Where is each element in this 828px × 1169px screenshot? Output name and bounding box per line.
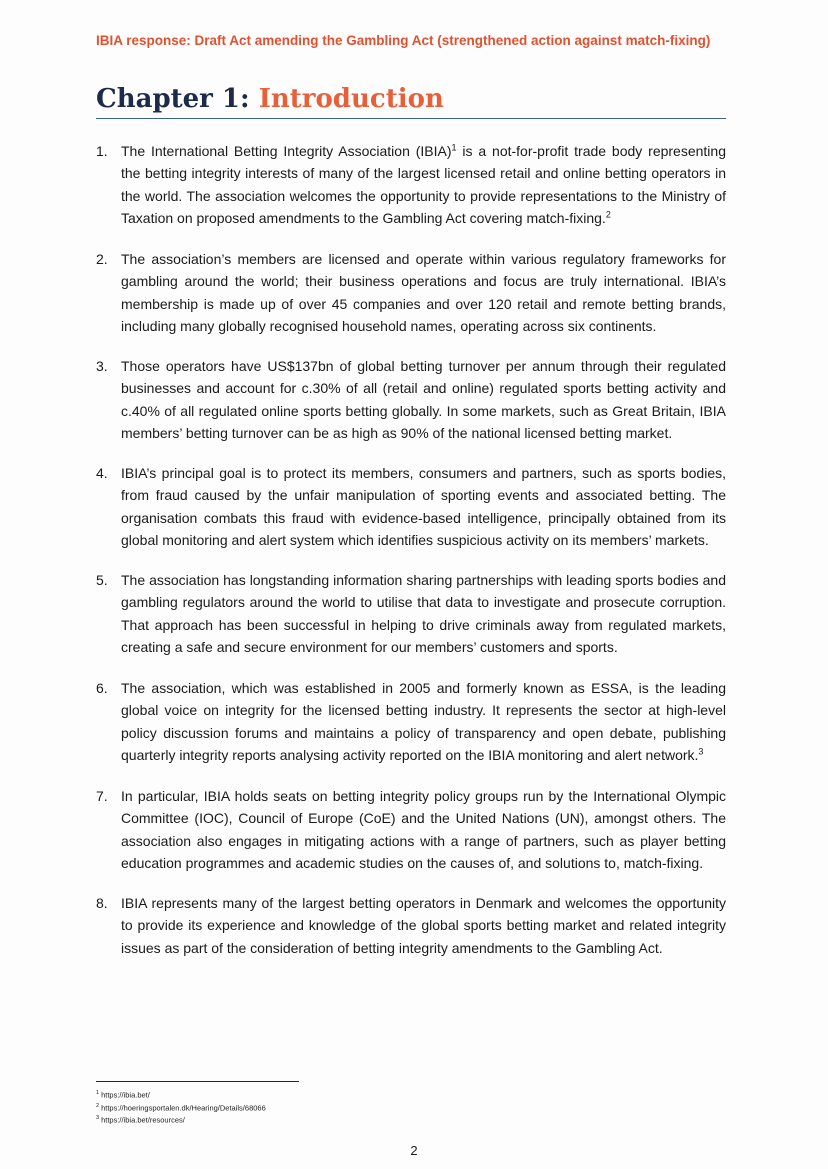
footnote-mark: 3 [96, 1115, 100, 1121]
footnote-ref: 1 [451, 142, 457, 153]
paragraph-text-part: The association, which was established in 2005 and formerly known as ESSA, is the leading global voice on integrity for the licensed betting industry. It represents the sector at high-level policy discussion forums and maintains a policy of transparency and open debate, publishing quarterly integrity reports analysing activity reported on the IBIA monitoring and alert network. [121, 680, 726, 763]
paragraph-text: IBIA’s principal goal is to protect its members, consumers and partners, such as sports bodies, from fraud caused by the unfair manipulation of sporting events and associated betting. The organisation combats this fraud with evidence-based intelligence, principally obtained from its global monitoring and alert system which identifies suspicious activity on its members’ markets. [121, 465, 726, 548]
paragraph-text: In particular, IBIA holds seats on betting integrity policy groups run by the International Olympic Committee (IOC), Council of Europe (CoE) and the United Nations (UN), amongst others. The association also engages in mitigating actions with a range of partners, such as player betting education programmes and academic studies on the causes of, and solutions to, match-fixing. [121, 788, 726, 871]
paragraph-text-part: is a not-for-profit trade body representing the betting integrity interests of many of the largest licensed retail and online betting operators in the world. The association welcomes the opportunity to provide representations to the Ministry of Taxation on proposed amendments to the Gambling Act covering match-fixing. [121, 143, 726, 226]
paragraph-number: 5. [96, 572, 108, 588]
paragraph-number: 8. [96, 895, 108, 911]
paragraph-text: Those operators have US$137bn of global betting turnover per annum through their regulated businesses and account for c.30% of all (retail and online) regulated sports betting activity and c.40% of all regulated online sports betting globally. In some markets, such as Great Britain, IBIA members’ betting turnover can be as high as 90% of the national licensed betting market. [121, 358, 726, 441]
paragraph-number: 7. [96, 788, 108, 804]
paragraph-text: IBIA represents many of the largest betting operators in Denmark and welcomes the opportunity to provide its experience and knowledge of the global sports betting market and related integrity issues as part of the consideration of betting integrity amendments to the Gambling Act. [121, 895, 726, 956]
footnote [96, 1088, 266, 1101]
paragraph-text [121, 140, 726, 229]
footnote-link[interactable]: https://ibia.bet/ [101, 1090, 150, 1100]
footnote [96, 1113, 266, 1126]
paragraph-text: The association’s members are licensed and operate within various regulatory frameworks for gambling around the world; their business operations and focus are truly international. IBIA’s membership is made up of over 45 companies and over 120 retail and remote betting brands, including many globally recognised household names, operating across six continents. [121, 251, 726, 334]
footnote-separator [96, 1081, 299, 1082]
running-header: IBIA response: Draft Act amending the Gambling Act (strengthened action against match-fixing) [96, 33, 711, 48]
paragraph-number: 6. [96, 680, 108, 696]
chapter-underline [96, 118, 726, 119]
paragraph-number: 1. [96, 143, 108, 159]
footnote-link[interactable]: https://hoeringsportalen.dk/Hearing/Details/68066 [101, 1103, 266, 1112]
chapter-heading [96, 84, 444, 114]
paragraph-text-part: The International Betting Integrity Association (IBIA) [121, 143, 452, 159]
footnote-ref: 2 [605, 209, 611, 220]
chapter-prefix: Chapter 1: [96, 84, 250, 114]
footnote-mark: 2 [96, 1102, 100, 1109]
chapter-name: Introduction [258, 84, 444, 114]
paragraph-text: The association has longstanding information sharing partnerships with leading sports bodies and gambling regulators around the world to utilise that data to investigate and prosecute corruption. That approach has been successful in helping to drive criminals away from regulated markets, creating a safe and secure environment for our members’ customers and sports. [121, 572, 726, 655]
paragraph-number: 3. [96, 358, 108, 374]
footnote-link[interactable]: https://ibia.bet/resources/ [101, 1115, 185, 1125]
paragraph-number: 2. [96, 251, 108, 267]
page-number: 2 [410, 1143, 418, 1158]
footnote-mark: 1 [96, 1090, 100, 1096]
paragraph-number: 4. [96, 465, 108, 481]
footnotes [96, 1088, 266, 1126]
footnote [96, 1101, 266, 1114]
paragraph-text [121, 677, 726, 766]
footnote-ref: 3 [698, 746, 704, 757]
